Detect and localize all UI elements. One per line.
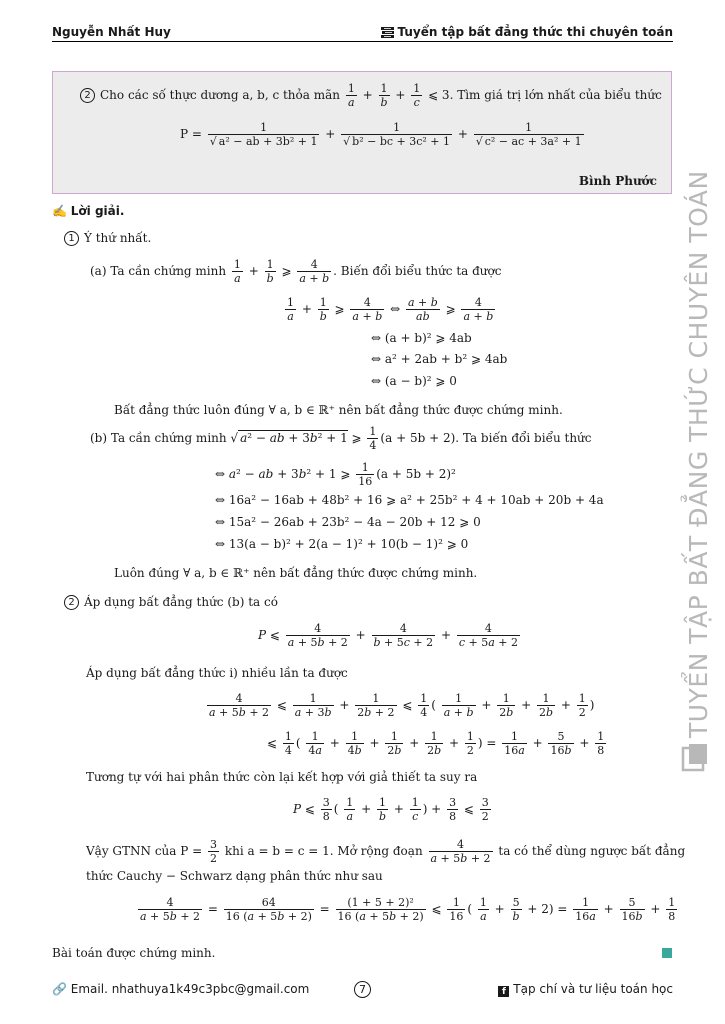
email-link[interactable]: 🔗 Email. nhathuya1k49c3pbc@gmail.com xyxy=(52,982,310,996)
part-a-step1: $\frac{1}{a}$ + $\frac{1}{b}$ ⩾ $\frac{4}{a + b}$ ⇔ $\frac{a + b}{ab}$ ⩾ $\frac{4}{a + b}$ xyxy=(287,296,494,323)
sidebar-book-icon xyxy=(681,742,709,772)
part-a-step4: ⇔ (a − b)² ⩾ 0 xyxy=(371,374,457,388)
facebook-icon: f xyxy=(498,986,509,997)
author-name: Nguyễn Nhất Huy xyxy=(52,25,171,39)
part2-bound: P ⩽ $\frac{4}{a + 5b + 2}$ + $\frac{4}{b + 5c + 2}$ + $\frac{4}{c + 5a + 2}$ xyxy=(258,622,519,649)
gtnn-line: Vậy GTNN của P = $\frac{3}{2}$ khi a = b = c = 1. Mở rộng đoạn $\frac{4}{a + 5b + 2}$ ta có thể dùng ngược bất đẳng xyxy=(86,838,686,865)
part-a-intro: (a) Ta cần chứng minh $\frac{1}{a}$ + $\frac{1}{b}$ ⩾ $\frac{4}{a + b}$ . Biến đổi biểu thức ta được xyxy=(90,258,502,285)
sidebar-title: TUYỂN TẬP BẤT ĐẲNG THỨC CHUYÊN TOÁN xyxy=(684,170,713,738)
part-a-step2: ⇔ (a + b)² ⩾ 4ab xyxy=(371,331,472,345)
cauchy-schwarz-line: $\frac{4}{a + 5b + 2}$ = $\frac{64}{16 (a + 5b + 2)}$ = $\frac{\text{(1 + 5 + 2)²}}{16 (a + 5b + 2)}$ ⩽ $\frac{1}{16}$ ( $\frac{1}{a}$ + $\frac{5}{b}$ + 2) = $\frac{1}{16a}$ + $\frac{5}{16b}$ + $\frac{1}{8}$ xyxy=(140,896,676,923)
page-footer xyxy=(52,982,673,1000)
part-b-step1: ⇔ a² − ab + 3b² + 1 ⩾ $\frac{1}{16}$ (a + 5b + 2)² xyxy=(215,461,456,488)
qed-square xyxy=(662,948,672,958)
book-stack-icon xyxy=(381,27,394,38)
book-title: Tuyển tập bất đẳng thức thi chuyên toán xyxy=(381,25,673,39)
problem-formula: P = $\frac{1}{\text{√ a² − ab + 3b² + 1}}$ + $\frac{1}{\text{√ b² − bc + 3c² + 1}}$ + $\frac{1}{\text{√ c² − ac + 3a² + 1}}$ xyxy=(180,121,582,148)
problem-number: 2 xyxy=(80,88,95,103)
page-header xyxy=(52,25,673,42)
part-b-step3: ⇔ 15a² − 26ab + 23b² − 4a − 20b + 12 ⩾ 0 xyxy=(215,515,481,529)
expansion-line1: $\frac{4}{a + 5b + 2}$ ⩽ $\frac{1}{a + 3b}$ + $\frac{1}{2b + 2}$ ⩽ $\frac{1}{4}$ ( $\frac{1}{a + b}$ + $\frac{1}{2b}$ + $\frac{1}{2b}$ + $\frac{1}{2}$ ) xyxy=(209,692,595,719)
problem-source: Bình Phước xyxy=(578,174,657,188)
problem-statement: 2 Cho các số thực dương a, b, c thỏa mãn $\frac{1}{a}$ + $\frac{1}{b}$ + $\frac{1}{c}$ ⩽ 3. Tìm giá trị lớn nhất của biểu thức xyxy=(80,82,662,109)
facebook-link[interactable]: f Tạp chí và tư liệu toán học xyxy=(498,982,673,997)
gtnn-line2: thức Cauchy − Schwarz dạng phân thức như sau xyxy=(86,869,383,883)
part-b-step2: ⇔ 16a² − 16ab + 48b² + 16 ⩾ a² + 25b² + 4 + 10ab + 20b + 4a xyxy=(215,493,604,507)
part-b-step4: ⇔ 13(a − b)² + 2(a − 1)² + 10(b − 1)² ⩾ 0 xyxy=(215,537,469,551)
similar-text: Tương tự với hai phân thức còn lại kết hợp với giả thiết ta suy ra xyxy=(86,770,478,784)
part1-label: 1 Ý thứ nhất. xyxy=(64,231,151,246)
part-b-intro: (b) Ta cần chứng minh √ a² − ab + 3b² + 1 ⩾ $\frac{1}{4}$ (a + 5b + 2). Ta biến đổi biểu thức xyxy=(90,425,592,452)
part-a-conclusion: Bất đẳng thức luôn đúng ∀ a, b ∈ ℝ⁺ nên bất đẳng thức được chứng minh. xyxy=(114,403,563,417)
part-b-conclusion: Luôn đúng ∀ a, b ∈ ℝ⁺ nên bất đẳng thức được chứng minh. xyxy=(114,566,478,580)
pencil-icon: ✍ xyxy=(52,204,67,218)
apply-i-text: Áp dụng bất đẳng thức i) nhiều lần ta được xyxy=(86,666,348,680)
page-number: 7 xyxy=(354,981,371,998)
link-icon: 🔗 xyxy=(52,982,67,996)
expansion-line2: ⩽ $\frac{1}{4}$ ( $\frac{1}{4a}$ + $\frac{1}{4b}$ + $\frac{1}{2b}$ + $\frac{1}{2b}$ + $\frac{1}{2}$ ) = $\frac{1}{16a}$ + $\frac{5}{16b}$ + $\frac{1}{8}$ xyxy=(267,730,605,757)
solution-heading: ✍ Lời giải. xyxy=(52,204,125,218)
part2-intro: 2 Áp dụng bất đẳng thức (b) ta có xyxy=(64,595,278,610)
final-statement: Bài toán được chứng minh. xyxy=(52,946,216,960)
part-a-step3: ⇔ a² + 2ab + b² ⩾ 4ab xyxy=(371,352,508,366)
p-bound-final: P ⩽ $\frac{3}{8}$ ( $\frac{1}{a}$ + $\frac{1}{b}$ + $\frac{1}{c}$ ) + $\frac{3}{8}$ ⩽ $\frac{3}{2}$ xyxy=(293,796,489,823)
